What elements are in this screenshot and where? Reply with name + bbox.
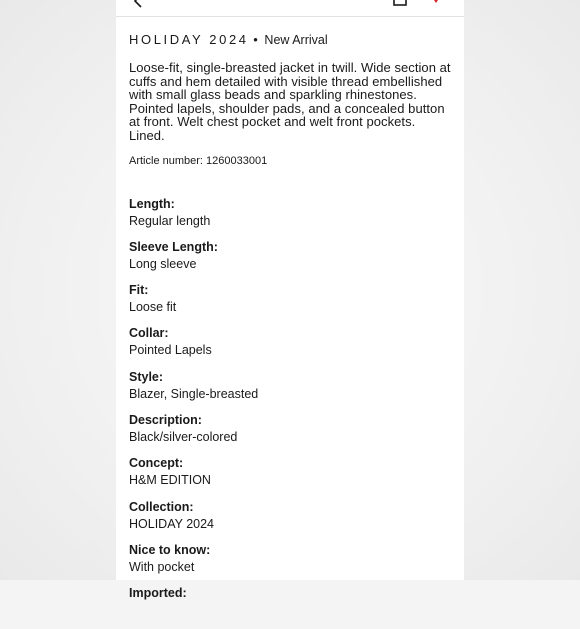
- product-description: Loose-fit, single-breasted jacket in twill. Wide section at cuffs and hem detailed with visible thread embellished with small glass beads and sparkling rhinestones. Pointed lapels, shoulder pads, and a concealed button at front. Welt chest pocket and welt front pockets. Lined.: [129, 60, 451, 143]
- collection-headline: [129, 32, 454, 48]
- shopping-bag-icon[interactable]: [392, 0, 408, 6]
- spec-collection: [129, 499, 454, 542]
- spec-value: Blazer, Single-breasted: [129, 386, 259, 401]
- spec-collar: [129, 325, 454, 368]
- spec-style: [129, 369, 454, 412]
- spec-fit: [129, 282, 454, 325]
- heart-icon[interactable]: [429, 0, 443, 4]
- spec-label: Description:: [129, 413, 202, 428]
- spec-concept: [129, 455, 454, 498]
- spec-label: Sleeve Length:: [129, 239, 218, 254]
- spec-label: Length:: [129, 196, 175, 211]
- spec-label: Style:: [129, 369, 164, 384]
- top-bar: [116, 0, 464, 17]
- article-number: Article number: 1260033001: [129, 154, 268, 167]
- product-specs: [129, 196, 454, 629]
- spec-label: Collar:: [129, 326, 169, 341]
- spec-value: Regular length: [129, 213, 211, 228]
- spec-label: Nice to know:: [129, 542, 211, 557]
- spec-label: Collection:: [129, 499, 194, 514]
- spec-sleeve-length: [129, 239, 454, 282]
- spec-label: Imported:: [129, 586, 187, 601]
- spec-value: HOLIDAY 2024: [129, 516, 215, 531]
- spec-label: Fit:: [129, 283, 149, 298]
- spec-length: [129, 196, 454, 239]
- chevron-left-icon[interactable]: [130, 0, 144, 8]
- spec-nice-to-know: [129, 542, 454, 585]
- spec-value: H&M EDITION: [129, 473, 211, 488]
- spec-value: Pointed Lapels: [129, 343, 212, 358]
- separator-bullet: •: [253, 32, 258, 47]
- spec-imported: [129, 585, 454, 628]
- product-info: [129, 32, 454, 629]
- spec-description: [129, 412, 454, 455]
- spec-value: Loose fit: [129, 300, 177, 315]
- new-arrival-tag: New Arrival: [264, 33, 328, 47]
- collection-name: HOLIDAY 2024: [129, 32, 249, 47]
- spec-value: With pocket: [129, 559, 195, 574]
- spec-value: Long sleeve: [129, 256, 197, 271]
- product-details-screen: [116, 0, 464, 601]
- spec-label: Concept:: [129, 456, 184, 471]
- spec-value: Black/silver-colored: [129, 430, 238, 445]
